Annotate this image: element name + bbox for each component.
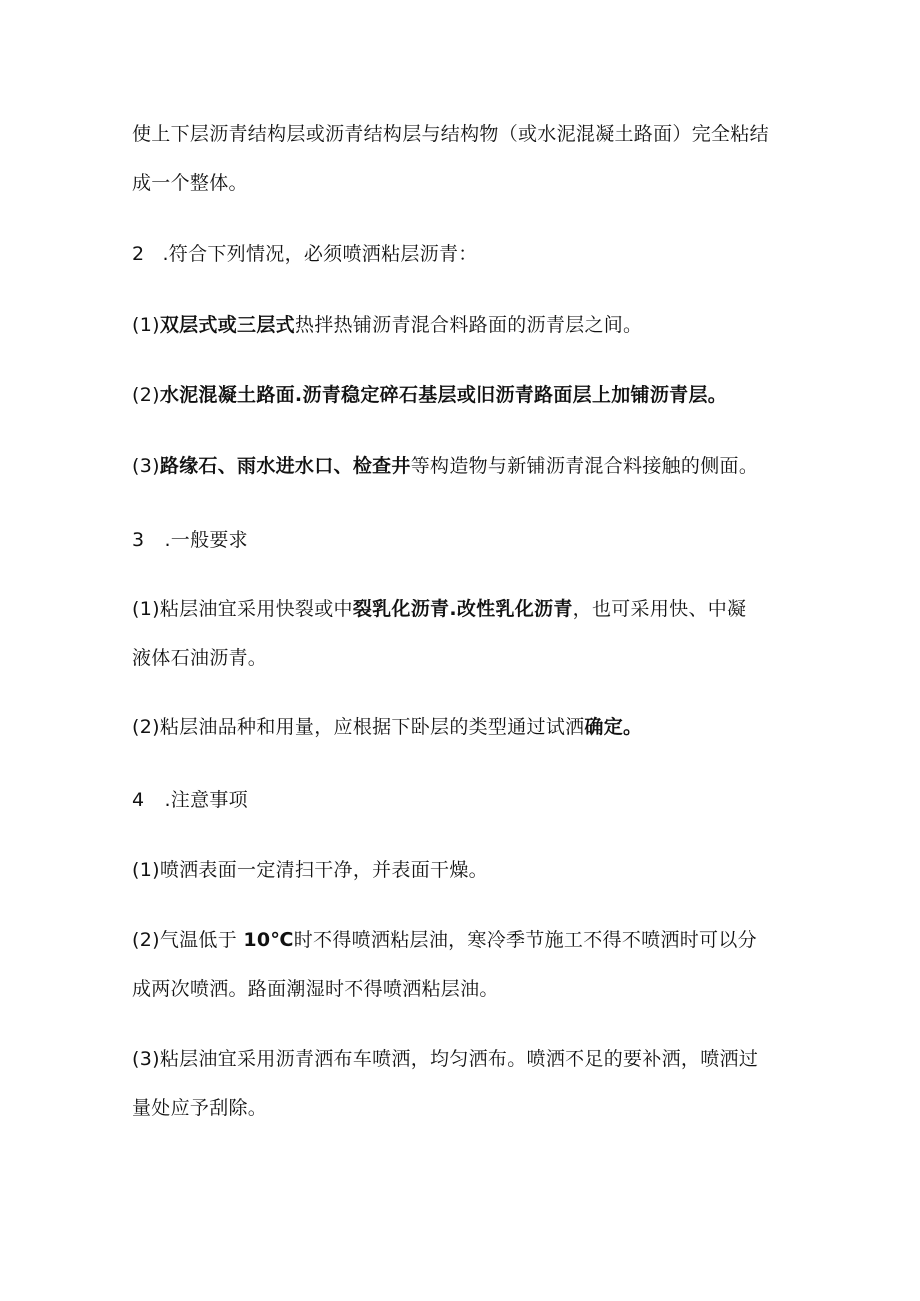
list-item [132, 596, 746, 622]
section-number: 4 [132, 789, 145, 811]
list-item [132, 857, 488, 883]
text: (2)粘层油品种和用量，应根据下卧层的类型通过试洒 [132, 716, 585, 738]
bold-text: 裂乳化沥青.改性乳化沥青 [352, 598, 573, 620]
bold-text: 水泥混凝土路面.沥青稳定碎石基层或旧沥青路面层上加铺沥青层。 [159, 384, 728, 406]
list-item-continuation [132, 1095, 267, 1121]
text: 成两次喷洒。路面潮湿时不得喷洒粘层油。 [132, 978, 499, 1000]
item-marker: (2) [132, 384, 160, 406]
bold-text: 双层式或三层式 [159, 314, 295, 336]
bold-text: 10℃ [243, 929, 294, 951]
section-title: .符合下列情况，必须喷洒粘层沥青： [162, 243, 478, 265]
section-title: .注意事项 [164, 789, 248, 811]
text: 使上下层沥青结构层或沥青结构层与结构物（或水泥混凝土路面）完全粘结 [132, 123, 769, 145]
section-number: 2 [132, 243, 145, 265]
list-item [132, 927, 757, 953]
item-marker: (1) [132, 314, 160, 336]
section-title: .一般要求 [164, 529, 248, 551]
text: (3)粘层油宜采用沥青洒布车喷洒，均匀洒布。喷洒不足的要补洒，喷洒过 [132, 1048, 759, 1070]
text: 液体石油沥青。 [132, 647, 268, 669]
paragraph-line [132, 121, 769, 147]
list-item [132, 312, 642, 338]
text: 成一个整体。 [132, 172, 248, 194]
text: (1)喷洒表面一定清扫干净，并表面干燥。 [132, 859, 488, 881]
text: ，也可采用快、中凝 [572, 598, 747, 620]
text: (1)粘层油宜采用快裂或中 [132, 598, 353, 620]
section-heading [132, 527, 248, 553]
bold-text: 确定。 [584, 716, 643, 738]
text: 量处应予刮除。 [132, 1097, 268, 1119]
list-item [132, 382, 727, 408]
section-heading [132, 787, 248, 813]
section-number: 3 [132, 529, 145, 551]
list-item [132, 1046, 758, 1072]
list-item-continuation [132, 976, 499, 1002]
list-item [132, 714, 642, 740]
text: 时不得喷洒粘层油，寒冷季节施工不得不喷洒时可以分 [293, 929, 757, 951]
bold-text: 路缘石、雨水进水口、检查井 [159, 455, 411, 477]
text: 热拌热铺沥青混合料路面的沥青层之间。 [294, 314, 643, 336]
paragraph-line [132, 170, 248, 196]
text: 等构造物与新铺沥青混合料接触的侧面。 [410, 455, 759, 477]
item-marker: (3) [132, 455, 160, 477]
text: (2)气温低于 [132, 929, 244, 951]
section-heading [132, 241, 478, 267]
list-item-continuation [132, 645, 267, 671]
list-item [132, 453, 758, 479]
